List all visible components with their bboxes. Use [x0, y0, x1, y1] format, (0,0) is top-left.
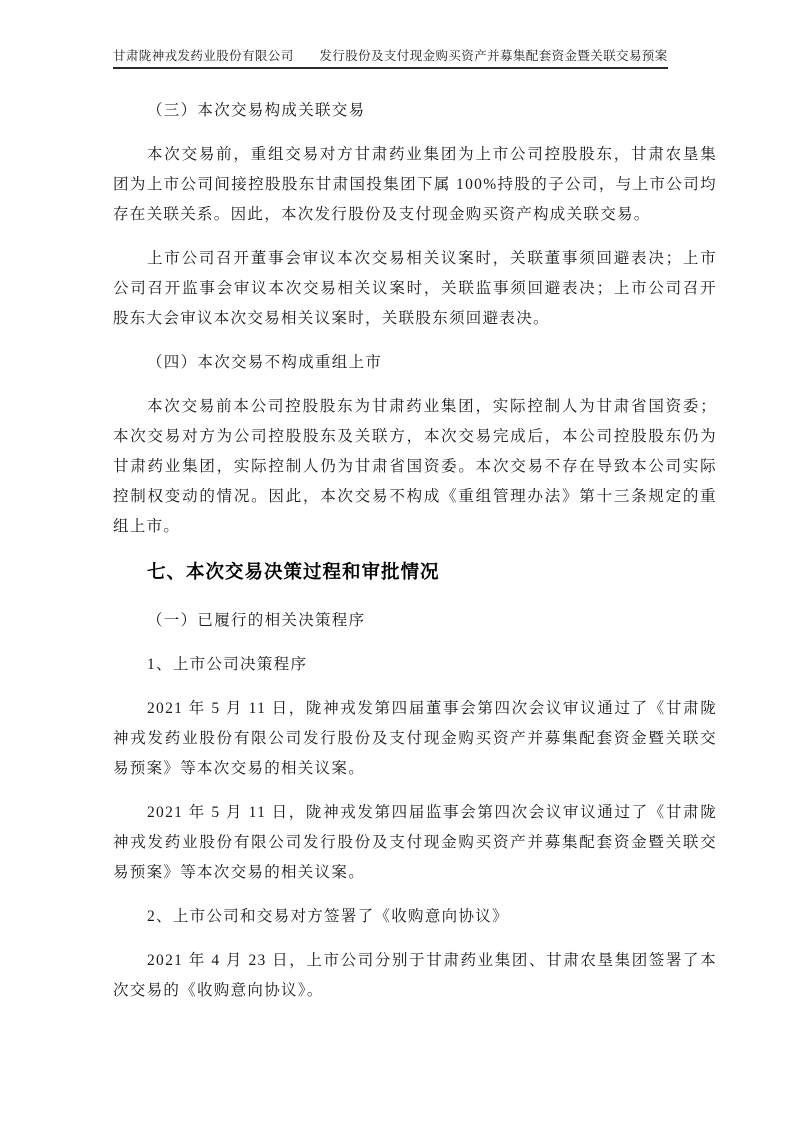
- subsection-heading-related-transaction: （三）本次交易构成关联交易: [147, 102, 366, 119]
- subsection-heading-not-restructuring-listing: （四）本次交易不构成重组上市: [147, 354, 383, 371]
- item-heading-listed-company-procedure: 1、上市公司决策程序: [147, 656, 308, 673]
- body-paragraph: 2021 年 5 月 11 日，陇神戎发第四届董事会第四次会议审议通过了《甘肃陇神戎发药业股份有限公司发行股份及支付现金购买资产并募集配套资金暨关联交易预案》等本次交易的相关议案。: [113, 700, 717, 777]
- page-header: [113, 46, 733, 69]
- body-paragraph: 2021 年 5 月 11 日，陇神戎发第四届监事会第四次会议审议通过了《甘肃陇神戎发药业股份有限公司发行股份及支付现金购买资产并募集配套资金暨关联交易预案》等本次交易的相关议案。: [113, 804, 717, 881]
- body-paragraph: 2021 年 4 月 23 日，上市公司分别于甘肃药业集团、甘肃农垦集团签署了本次交易的《收购意向协议》。: [113, 952, 717, 999]
- subsection-heading-completed-procedures: （一）已履行的相关决策程序: [147, 612, 366, 629]
- document-content: [113, 96, 717, 1020]
- body-paragraph: 上市公司召开董事会审议本次交易相关议案时，关联董事须回避表决；上市公司召开监事会审议本次交易相关议案时，关联监事须回避表决；上市公司召开股东大会审议本次交易相关议案时，关联股东须回避表决。: [113, 250, 717, 327]
- body-paragraph: 本次交易前，重组交易对方甘肃药业集团为上市公司控股股东，甘肃农垦集团为上市公司间接控股股东甘肃国投集团下属 100%持股的子公司，与上市公司均存在关联关系。因此，本次发行股份及支付现金购买资产构成关联交易。: [113, 146, 717, 223]
- header-title: 甘肃陇神戎发药业股份有限公司 发行股份及支付现金购买资产并募集配套资金暨关联交易预案: [113, 46, 668, 69]
- chapter-heading-decision-process: 七、本次交易决策过程和审批情况: [147, 563, 440, 583]
- item-heading-acquisition-intent-agreement: 2、上市公司和交易对方签署了《收购意向协议》: [147, 908, 509, 925]
- body-paragraph: 本次交易前本公司控股股东为甘肃药业集团，实际控制人为甘肃省国资委；本次交易对方为公司控股股东及关联方，本次交易完成后，本公司控股股东仍为甘肃药业集团，实际控制人仍为甘肃省国资委。本次交易不存在导致本公司实际控制权变动的情况。因此，本次交易不构成《重组管理办法》第十三条规定的重组上市。: [113, 398, 717, 535]
